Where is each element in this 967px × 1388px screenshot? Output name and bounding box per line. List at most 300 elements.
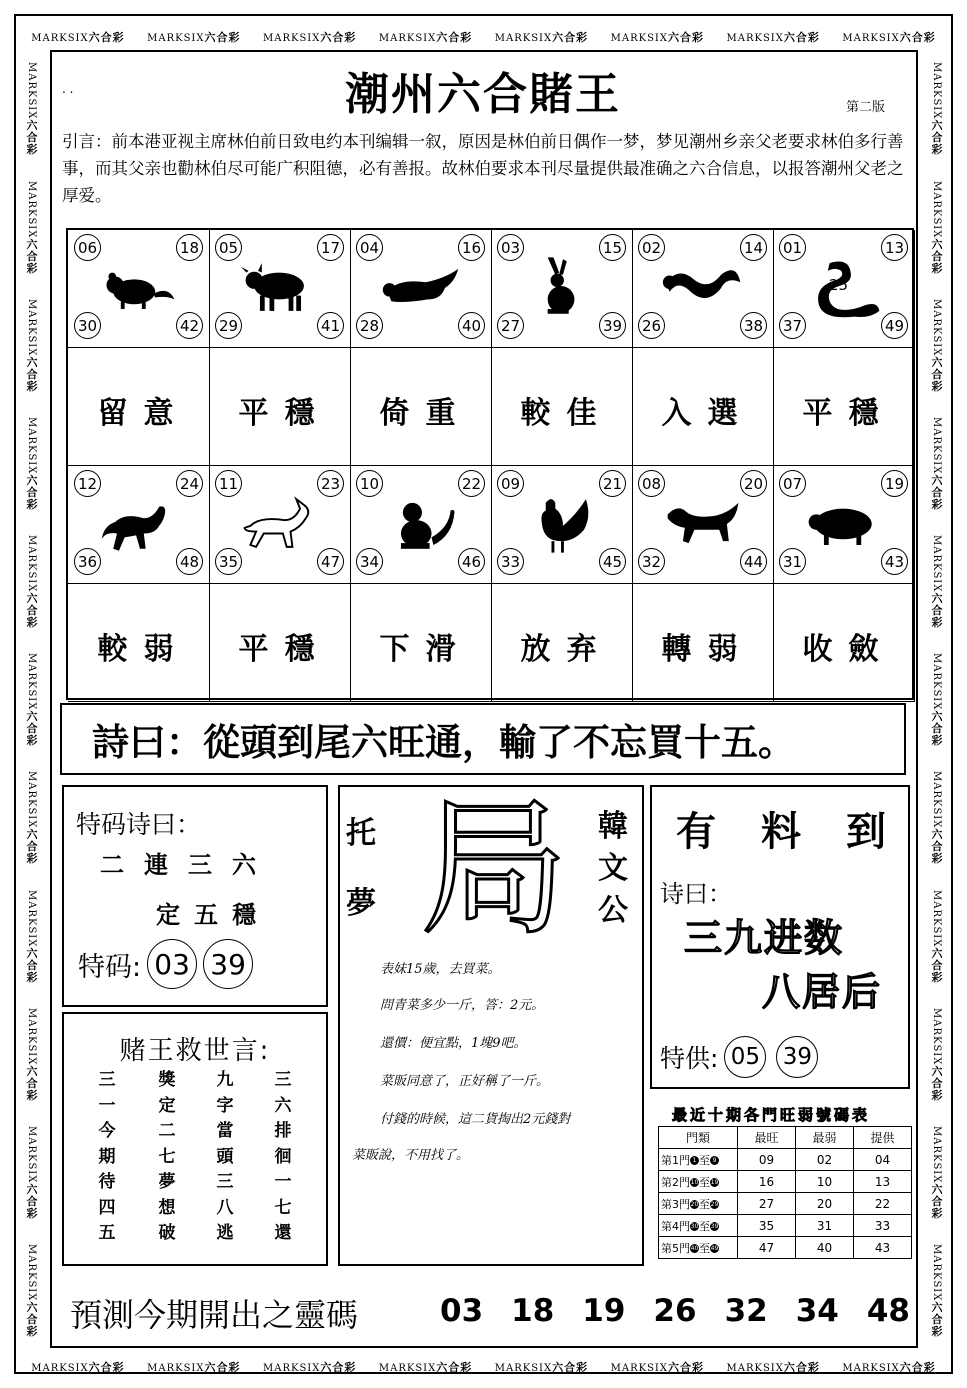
materials-number: 39 <box>776 1036 818 1078</box>
author-name <box>598 806 628 932</box>
stats-cell <box>796 1215 854 1237</box>
watermark-text <box>928 181 944 274</box>
watermark-text <box>23 417 39 510</box>
zodiac-status-cell <box>350 348 492 466</box>
watermark-latin: MARKSIX <box>931 1007 942 1066</box>
watermark-latin: MARKSIX <box>262 33 321 44</box>
watermark-cjk: 六合彩 <box>88 31 125 44</box>
watermark-cjk: 六合彩 <box>930 1183 943 1220</box>
watermark-cjk: 六合彩 <box>930 474 943 511</box>
watermark-cjk: 六合彩 <box>25 828 38 865</box>
stats-cell <box>796 1193 854 1215</box>
intro-paragraph: 引言：前本港亚视主席林伯前日致电约本刊编辑一叙，原因是林伯前日偶作一梦，梦见潮州乡亲父老要求林伯多行善事，而其父亲也勸林伯尽可能广积阻德，必有善报。故林伯要求本刊尽量提供最准确之六合信息，以报答潮州父老之厚爱。 <box>62 132 904 205</box>
ball-icon <box>710 1156 719 1165</box>
zodiac-number: 38 <box>740 312 767 339</box>
gambler-word: 待 <box>98 1172 116 1192</box>
watermark-text <box>263 1359 356 1375</box>
zodiac-number: 48 <box>176 548 203 575</box>
stats-table <box>658 1126 912 1259</box>
watermark-cjk: 六合彩 <box>930 237 943 274</box>
watermark-latin: MARKSIX <box>26 416 37 475</box>
dream-label-top: 托 <box>346 816 376 851</box>
zodiac-status-cell <box>491 348 633 466</box>
zodiac-number: 06 <box>74 234 101 261</box>
zodiac-status-cell <box>350 584 492 702</box>
watermark-latin: MARKSIX <box>378 33 437 44</box>
stats-value-offer: 04 <box>874 1152 891 1167</box>
stats-cell <box>738 1193 796 1215</box>
stats-value-offer: 13 <box>874 1174 891 1189</box>
ball-icon <box>710 1200 719 1209</box>
watermark-latin: MARKSIX <box>931 1125 942 1184</box>
gambler-word: 破 <box>158 1223 176 1243</box>
gambler-word: 夢 <box>158 1172 176 1192</box>
stats-value-max: 16 <box>758 1174 775 1189</box>
gambler-word: 一 <box>98 1095 116 1116</box>
gambler-word: 三 <box>98 1070 116 1090</box>
special-code-row <box>78 939 253 989</box>
prediction-number: 32 <box>724 1293 768 1329</box>
watermark-text <box>23 62 39 155</box>
stats-door-cell <box>659 1237 738 1259</box>
watermark-band-right <box>925 50 947 1350</box>
watermark-latin: MARKSIX <box>262 1363 321 1374</box>
stats-value-max: 09 <box>758 1152 775 1167</box>
zodiac-status-cell <box>68 584 210 702</box>
stats-door-label: 第2門 <box>661 1175 690 1189</box>
stats-value-min: 40 <box>816 1240 833 1255</box>
gambler-word: 逃 <box>216 1223 234 1243</box>
zodiac-picture-cell <box>209 466 351 584</box>
watermark-text <box>928 535 944 628</box>
stats-row <box>659 1193 912 1215</box>
zodiac-status-cell <box>632 584 774 702</box>
zodiac-picture-cell <box>350 466 492 584</box>
watermark-latin: MARKSIX <box>26 1007 37 1066</box>
gambler-word: 排 <box>274 1121 292 1141</box>
zodiac-status: 較佳 <box>520 396 613 431</box>
monkey-icon <box>378 488 464 558</box>
zodiac-number: 16 <box>458 234 485 261</box>
zodiac-status: 平穩 <box>238 632 331 667</box>
stats-door-cell <box>659 1171 738 1193</box>
watermark-cjk: 六合彩 <box>320 31 357 44</box>
materials-title <box>676 800 886 857</box>
zodiac-picture-cell <box>491 466 633 584</box>
prediction-number: 26 <box>653 1293 697 1329</box>
zodiac-number: 40 <box>458 312 485 339</box>
watermark-text <box>928 417 944 510</box>
materials-poem-outline <box>650 905 910 1015</box>
watermark-cjk: 六合彩 <box>668 1361 704 1374</box>
watermark-cjk: 六合彩 <box>552 31 589 44</box>
watermark-text <box>31 29 124 45</box>
zodiac-status: 平穩 <box>802 396 895 431</box>
zodiac-status-cell <box>209 584 351 702</box>
stats-to-label: 至 <box>699 1197 710 1211</box>
watermark-cjk: 六合彩 <box>25 1183 38 1220</box>
materials-poem-label: 诗曰： <box>660 880 732 908</box>
ball-icon <box>690 1178 699 1187</box>
stats-range-to: 19 <box>710 1179 719 1186</box>
special-code-number: 39 <box>203 939 253 989</box>
watermark-text <box>928 62 944 155</box>
gambler-word: 徊 <box>274 1146 292 1167</box>
stats-cell <box>738 1215 796 1237</box>
watermark-latin: MARKSIX <box>26 180 37 238</box>
watermark-latin: MARKSIX <box>26 1244 37 1302</box>
stats-to-label: 至 <box>699 1219 710 1233</box>
watermark-band-left <box>20 50 42 1350</box>
zodiac-number: 39 <box>599 312 626 339</box>
gambler-word: 七 <box>274 1197 292 1218</box>
watermark-text <box>842 29 935 45</box>
watermark-latin: MARKSIX <box>26 298 37 357</box>
watermark-text <box>263 29 356 45</box>
watermark-cjk: 六合彩 <box>552 1361 589 1374</box>
stats-header-row <box>659 1127 912 1149</box>
watermark-cjk: 六合彩 <box>25 356 38 393</box>
watermark-latin: MARKSIX <box>26 653 37 711</box>
stats-door-label: 第4門 <box>661 1219 690 1233</box>
watermark-latin: MARKSIX <box>26 889 37 947</box>
gambler-word: 期 <box>98 1146 116 1167</box>
poem-banner: 詩曰：從頭到尾六旺通，輸了不忘買十五。 <box>60 703 906 775</box>
zodiac-number: 26 <box>638 312 665 339</box>
stats-door-label: 第1門 <box>661 1153 690 1167</box>
watermark-cjk: 六合彩 <box>25 237 38 274</box>
prediction-number: 19 <box>582 1293 626 1329</box>
zodiac-status-cell <box>68 348 210 466</box>
stats-to-label: 至 <box>699 1153 710 1167</box>
zodiac-number: 18 <box>176 234 203 261</box>
watermark-text <box>147 29 240 45</box>
watermark-latin: MARKSIX <box>610 1363 668 1374</box>
pig-icon <box>801 488 887 558</box>
gambler-word: 想 <box>158 1197 176 1218</box>
zodiac-picture-cell <box>209 230 351 348</box>
watermark-cjk: 六合彩 <box>930 592 943 629</box>
watermark-text <box>23 771 39 864</box>
special-code-title: 特码诗曰： <box>76 810 202 839</box>
watermark-latin: MARKSIX <box>494 1363 553 1374</box>
stats-value-offer: 43 <box>874 1240 891 1255</box>
gambler-word: 九 <box>216 1070 234 1090</box>
zodiac-status: 留意 <box>97 396 190 431</box>
gambler-word: 三 <box>274 1070 292 1090</box>
gambler-word: 四 <box>98 1197 116 1218</box>
materials-title-a: 有 <box>676 809 716 855</box>
stats-row <box>659 1215 912 1237</box>
materials-line2: 八居后 <box>762 970 883 1014</box>
zodiac-number: 15 <box>599 234 626 261</box>
stats-range-to: 39 <box>710 1223 719 1230</box>
gambler-word: 還 <box>274 1223 292 1243</box>
zodiac-number: 49 <box>881 312 908 339</box>
gambler-word: 頭 <box>216 1146 234 1167</box>
stats-cell <box>738 1149 796 1171</box>
watermark-text <box>23 890 39 983</box>
watermark-text <box>31 1359 124 1375</box>
watermark-cjk: 六合彩 <box>930 119 943 156</box>
watermark-cjk: 六合彩 <box>25 119 38 156</box>
stats-door-cell <box>659 1149 738 1171</box>
watermark-text <box>928 1126 944 1219</box>
dream-label-bottom: 夢 <box>346 886 376 921</box>
ball-icon <box>710 1178 719 1187</box>
stats-range-to: 49 <box>710 1245 719 1252</box>
stats-value-max: 35 <box>758 1218 775 1233</box>
stats-range-to: 9 <box>712 1157 717 1164</box>
watermark-latin: MARKSIX <box>931 180 942 238</box>
watermark-band-bottom <box>20 1356 947 1378</box>
zodiac-number: 35 <box>215 548 242 575</box>
zodiac-number: 03 <box>497 234 524 261</box>
gambler-word: 獎 <box>158 1070 176 1090</box>
gambler-words-column <box>268 1068 298 1247</box>
watermark-text <box>495 29 588 45</box>
zodiac-status: 平穩 <box>238 396 331 431</box>
stats-range-from: 1 <box>692 1157 697 1164</box>
story-line: 菜販同意了，正好稱了一斤。 <box>380 1074 550 1089</box>
zodiac-picture-cell <box>773 230 915 348</box>
stats-cell <box>796 1237 854 1259</box>
zodiac-number: 07 <box>779 470 806 497</box>
zodiac-number: 20 <box>740 470 767 497</box>
zodiac-status: 較弱 <box>97 632 190 667</box>
watermark-band-top <box>20 26 947 48</box>
gambler-word: 六 <box>274 1095 292 1116</box>
stats-value-min: 20 <box>816 1196 833 1211</box>
story-line: 問青菜多少一斤，答：2元。 <box>380 998 545 1013</box>
watermark-latin: MARKSIX <box>931 653 942 711</box>
zodiac-number: 43 <box>881 548 908 575</box>
zodiac-number: 23 <box>317 470 344 497</box>
watermark-latin: MARKSIX <box>931 535 942 593</box>
watermark-text <box>928 890 944 983</box>
zodiac-number: 09 <box>497 470 524 497</box>
zodiac-number: 29 <box>215 312 242 339</box>
zodiac-status: 下滑 <box>379 632 472 667</box>
watermark-cjk: 六合彩 <box>25 1065 38 1102</box>
watermark-cjk: 六合彩 <box>668 31 704 44</box>
zodiac-status-cell <box>209 348 351 466</box>
watermark-latin: MARKSIX <box>610 33 668 44</box>
zodiac-number: 01 <box>779 234 806 261</box>
stats-row <box>659 1149 912 1171</box>
zodiac-number: 46 <box>458 548 485 575</box>
rat-icon <box>96 252 182 322</box>
zodiac-status: 收斂 <box>802 632 895 667</box>
watermark-cjk: 六合彩 <box>88 1361 125 1374</box>
stats-cell <box>854 1149 912 1171</box>
zodiac-number: 45 <box>599 548 626 575</box>
watermark-text <box>379 29 472 45</box>
gambler-words-column <box>210 1068 240 1247</box>
watermark-cjk: 六合彩 <box>25 1301 38 1338</box>
goat-icon <box>237 488 323 558</box>
watermark-cjk: 六合彩 <box>204 31 241 44</box>
ball-icon <box>690 1222 699 1231</box>
special-code-line2: 定五穩 <box>156 901 270 929</box>
stats-range-from: 40 <box>690 1245 699 1252</box>
watermark-latin: MARKSIX <box>931 298 942 357</box>
prediction-label: 預測今期開出之靈碼 <box>70 1296 359 1334</box>
stats-value-offer: 33 <box>874 1218 891 1233</box>
zodiac-status: 入選 <box>661 396 754 431</box>
zodiac-number: 19 <box>881 470 908 497</box>
special-code-number: 03 <box>147 939 197 989</box>
materials-title-c: 到 <box>846 809 886 855</box>
stats-cell <box>738 1171 796 1193</box>
edition-label: 第二版 <box>846 100 886 115</box>
materials-title-b: 料 <box>761 809 801 855</box>
zodiac-number: 14 <box>740 234 767 261</box>
stats-value-min: 02 <box>816 1152 833 1167</box>
stats-door-cell <box>659 1215 738 1237</box>
watermark-text <box>928 653 944 746</box>
stats-value-min: 10 <box>816 1174 833 1189</box>
story-line: 菜販說，不用找了。 <box>352 1148 470 1163</box>
rooster-icon <box>519 488 605 558</box>
stats-value-max: 27 <box>758 1196 775 1211</box>
prediction-numbers <box>440 1293 910 1329</box>
watermark-cjk: 六合彩 <box>930 828 943 865</box>
zodiac-number: 08 <box>638 470 665 497</box>
stats-to-label: 至 <box>699 1175 710 1189</box>
page-title: 潮州六合賭王 <box>345 69 621 120</box>
special-code-box <box>62 785 328 1007</box>
watermark-latin: MARKSIX <box>931 1244 942 1302</box>
zodiac-status: 倚重 <box>379 396 472 431</box>
zodiac-picture-cell <box>68 466 210 584</box>
ball-icon <box>690 1244 699 1253</box>
zodiac-number: 12 <box>74 470 101 497</box>
zodiac-number: 17 <box>317 234 344 261</box>
watermark-text <box>928 1008 944 1101</box>
stats-value-offer: 22 <box>874 1196 891 1211</box>
gambler-word: 定 <box>158 1095 176 1116</box>
watermark-cjk: 六合彩 <box>436 1361 473 1374</box>
watermark-cjk: 六合彩 <box>930 710 943 747</box>
watermark-cjk: 六合彩 <box>930 1065 943 1102</box>
zodiac-status: 轉弱 <box>661 632 754 667</box>
watermark-text <box>23 1244 39 1337</box>
gambler-word: 二 <box>158 1121 176 1141</box>
zodiac-status-cell <box>773 584 915 702</box>
stats-door-label: 第5門 <box>661 1241 690 1255</box>
author-char: 文 <box>598 851 628 886</box>
zodiac-picture-cell <box>632 466 774 584</box>
zodiac-extra-number: 25 <box>829 276 849 294</box>
watermark-cjk: 六合彩 <box>25 474 38 511</box>
stats-row <box>659 1171 912 1193</box>
stats-door-label: 第3門 <box>661 1197 690 1211</box>
watermark-latin: MARKSIX <box>494 33 553 44</box>
zodiac-number: 04 <box>356 234 383 261</box>
watermark-text <box>147 1359 240 1375</box>
watermark-latin: MARKSIX <box>147 33 205 44</box>
watermark-latin: MARKSIX <box>31 1363 89 1374</box>
gambler-word: 當 <box>216 1121 234 1141</box>
zodiac-number: 32 <box>638 548 665 575</box>
watermark-latin: MARKSIX <box>842 33 900 44</box>
stats-range-to: 29 <box>710 1201 719 1208</box>
watermark-latin: MARKSIX <box>26 535 37 593</box>
watermark-text <box>379 1359 472 1375</box>
big-character-outline <box>414 792 574 942</box>
stats-range-from: 30 <box>690 1223 699 1230</box>
dog-icon <box>660 488 746 558</box>
zodiac-number: 33 <box>497 548 524 575</box>
ball-icon <box>710 1244 719 1253</box>
zodiac-number: 02 <box>638 234 665 261</box>
story-line: 表妹15歲，去買菜。 <box>380 962 501 977</box>
watermark-text <box>928 299 944 392</box>
gambler-word: 一 <box>274 1172 292 1192</box>
stats-table-title: 最近十期各門旺弱號碼表 <box>672 1106 871 1124</box>
zodiac-number: 42 <box>176 312 203 339</box>
watermark-latin: MARKSIX <box>931 771 942 829</box>
zodiac-number: 10 <box>356 470 383 497</box>
stats-row <box>659 1237 912 1259</box>
watermark-text <box>23 653 39 746</box>
gambler-words-column <box>92 1068 122 1247</box>
watermark-latin: MARKSIX <box>726 1363 784 1374</box>
zodiac-number: 21 <box>599 470 626 497</box>
watermark-text <box>611 1359 704 1375</box>
big-character: 局 <box>420 792 568 942</box>
watermark-text <box>23 181 39 274</box>
watermark-text <box>726 1359 819 1375</box>
watermark-cjk: 六合彩 <box>899 1361 936 1374</box>
watermark-text <box>842 1359 935 1375</box>
gambler-word: 五 <box>98 1223 116 1243</box>
stats-cell <box>796 1149 854 1171</box>
watermark-latin: MARKSIX <box>726 33 784 44</box>
stats-cell <box>854 1215 912 1237</box>
zodiac-number: 36 <box>74 548 101 575</box>
stats-cell <box>854 1237 912 1259</box>
watermark-latin: MARKSIX <box>931 416 942 475</box>
stats-door-cell <box>659 1193 738 1215</box>
watermark-cjk: 六合彩 <box>320 1361 357 1374</box>
dragon-icon <box>660 252 746 322</box>
gambler-word: 三 <box>216 1172 234 1192</box>
materials-line1: 三九进数 <box>684 916 845 960</box>
zodiac-picture-cell <box>350 230 492 348</box>
zodiac-status-cell <box>632 348 774 466</box>
prediction-number: 34 <box>795 1293 839 1329</box>
watermark-text <box>495 1359 588 1375</box>
gambler-word: 字 <box>216 1095 234 1116</box>
watermark-text <box>23 299 39 392</box>
stats-header: 最旺 <box>738 1127 796 1149</box>
zodiac-number: 11 <box>215 470 242 497</box>
watermark-text <box>23 535 39 628</box>
zodiac-number: 22 <box>458 470 485 497</box>
tiger-icon <box>378 252 464 322</box>
watermark-latin: MARKSIX <box>147 1363 205 1374</box>
horse-icon <box>96 488 182 558</box>
watermark-cjk: 六合彩 <box>25 946 38 983</box>
rabbit-icon <box>519 252 605 322</box>
stats-header: 提供 <box>854 1127 912 1149</box>
zodiac-status-cell <box>773 348 915 466</box>
zodiac-number: 24 <box>176 470 203 497</box>
zodiac-number: 30 <box>74 312 101 339</box>
header-dots: . . <box>62 82 74 96</box>
